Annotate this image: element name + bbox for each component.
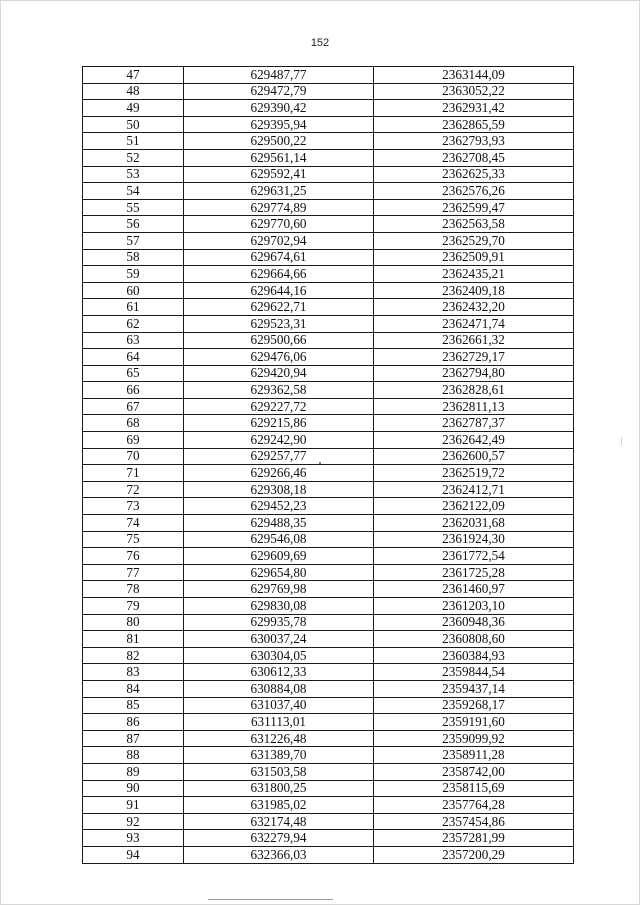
table-row	[83, 149, 574, 166]
table-row	[83, 199, 574, 216]
table-row	[83, 515, 574, 532]
y-coordinate-cell: 2362412,71	[374, 481, 574, 498]
table-row	[83, 797, 574, 814]
x-coordinate-cell: 629609,69	[184, 548, 374, 565]
table-row	[83, 564, 574, 581]
point-number-cell: 83	[83, 664, 184, 681]
table-row	[83, 83, 574, 100]
y-coordinate-cell: 2362865,59	[374, 116, 574, 133]
point-number-cell: 67	[83, 398, 184, 415]
table-row	[83, 531, 574, 548]
y-coordinate-cell: 2362519,72	[374, 465, 574, 482]
point-number-cell: 76	[83, 548, 184, 565]
y-coordinate-cell: 2362729,17	[374, 349, 574, 366]
x-coordinate-cell: 629830,08	[184, 598, 374, 615]
x-coordinate-cell: 631226,48	[184, 730, 374, 747]
x-coordinate-cell: 629390,42	[184, 100, 374, 117]
y-coordinate-cell: 2358911,28	[374, 747, 574, 764]
table-row	[83, 548, 574, 565]
point-number-cell: 93	[83, 830, 184, 847]
coordinates-table-body	[83, 67, 574, 864]
y-coordinate-cell: 2363052,22	[374, 83, 574, 100]
y-coordinate-cell: 2360384,93	[374, 647, 574, 664]
point-number-cell: 48	[83, 83, 184, 100]
x-coordinate-cell: 631037,40	[184, 697, 374, 714]
point-number-cell: 66	[83, 382, 184, 399]
table-row	[83, 581, 574, 598]
table-row	[83, 166, 574, 183]
table-row	[83, 780, 574, 797]
y-coordinate-cell: 2361772,54	[374, 548, 574, 565]
table-row	[83, 697, 574, 714]
point-number-cell: 80	[83, 614, 184, 631]
x-coordinate-cell: 629257,77	[184, 448, 374, 465]
y-coordinate-cell: 2359191,60	[374, 714, 574, 731]
point-number-cell: 53	[83, 166, 184, 183]
point-number-cell: 64	[83, 349, 184, 366]
x-coordinate-cell: 629242,90	[184, 432, 374, 449]
point-number-cell: 74	[83, 515, 184, 532]
point-number-cell: 60	[83, 282, 184, 299]
table-row	[83, 249, 574, 266]
y-coordinate-cell: 2363144,09	[374, 67, 574, 84]
page-number: 152	[310, 37, 330, 49]
y-coordinate-cell: 2362432,20	[374, 299, 574, 316]
table-row	[83, 365, 574, 382]
point-number-cell: 71	[83, 465, 184, 482]
x-coordinate-cell: 630884,08	[184, 680, 374, 697]
y-coordinate-cell: 2359268,17	[374, 697, 574, 714]
x-coordinate-cell: 631113,01	[184, 714, 374, 731]
y-coordinate-cell: 2359437,14	[374, 680, 574, 697]
point-number-cell: 89	[83, 763, 184, 780]
y-coordinate-cell: 2359099,92	[374, 730, 574, 747]
point-number-cell: 78	[83, 581, 184, 598]
table-row	[83, 747, 574, 764]
y-coordinate-cell: 2362794,80	[374, 365, 574, 382]
table-row	[83, 465, 574, 482]
point-number-cell: 63	[83, 332, 184, 349]
x-coordinate-cell: 629308,18	[184, 481, 374, 498]
y-coordinate-cell: 2362435,21	[374, 266, 574, 283]
table-row	[83, 714, 574, 731]
x-coordinate-cell: 631985,02	[184, 797, 374, 814]
x-coordinate-cell: 629420,94	[184, 365, 374, 382]
point-number-cell: 75	[83, 531, 184, 548]
point-number-cell: 56	[83, 216, 184, 233]
y-coordinate-cell: 2362529,70	[374, 232, 574, 249]
y-coordinate-cell: 2362471,74	[374, 315, 574, 332]
y-coordinate-cell: 2361924,30	[374, 531, 574, 548]
table-row	[83, 763, 574, 780]
y-coordinate-cell: 2362563,58	[374, 216, 574, 233]
x-coordinate-cell: 629774,89	[184, 199, 374, 216]
coordinates-table	[82, 66, 574, 864]
x-coordinate-cell: 629702,94	[184, 232, 374, 249]
y-coordinate-cell: 2362625,33	[374, 166, 574, 183]
x-coordinate-cell: 629592,41	[184, 166, 374, 183]
point-number-cell: 50	[83, 116, 184, 133]
point-number-cell: 61	[83, 299, 184, 316]
table-row	[83, 614, 574, 631]
x-coordinate-cell: 629395,94	[184, 116, 374, 133]
table-row	[83, 315, 574, 332]
y-coordinate-cell: 2357281,99	[374, 830, 574, 847]
y-coordinate-cell: 2362122,09	[374, 498, 574, 515]
y-coordinate-cell: 2362661,32	[374, 332, 574, 349]
point-number-cell: 58	[83, 249, 184, 266]
y-coordinate-cell: 2361725,28	[374, 564, 574, 581]
table-row	[83, 481, 574, 498]
table-row	[83, 830, 574, 847]
table-row	[83, 598, 574, 615]
point-number-cell: 68	[83, 415, 184, 432]
x-coordinate-cell: 632174,48	[184, 813, 374, 830]
x-coordinate-cell: 631800,25	[184, 780, 374, 797]
table-row	[83, 116, 574, 133]
table-row	[83, 183, 574, 200]
point-number-cell: 59	[83, 266, 184, 283]
table-row	[83, 67, 574, 84]
table-row	[83, 282, 574, 299]
x-coordinate-cell: 629622,71	[184, 299, 374, 316]
x-coordinate-cell: 629769,98	[184, 581, 374, 598]
point-number-cell: 90	[83, 780, 184, 797]
scan-speck	[319, 462, 321, 464]
table-row	[83, 332, 574, 349]
x-coordinate-cell: 630612,33	[184, 664, 374, 681]
x-coordinate-cell: 632366,03	[184, 846, 374, 863]
x-coordinate-cell: 630037,24	[184, 631, 374, 648]
y-coordinate-cell: 2362576,26	[374, 183, 574, 200]
y-coordinate-cell: 2362642,49	[374, 432, 574, 449]
y-coordinate-cell: 2362828,61	[374, 382, 574, 399]
y-coordinate-cell: 2362811,13	[374, 398, 574, 415]
y-coordinate-cell: 2362787,37	[374, 415, 574, 432]
x-coordinate-cell: 629674,61	[184, 249, 374, 266]
x-coordinate-cell: 629215,86	[184, 415, 374, 432]
x-coordinate-cell: 630304,05	[184, 647, 374, 664]
y-coordinate-cell: 2362600,57	[374, 448, 574, 465]
table-row	[83, 216, 574, 233]
table-row	[83, 680, 574, 697]
point-number-cell: 65	[83, 365, 184, 382]
table-row	[83, 266, 574, 283]
table-row	[83, 432, 574, 449]
y-coordinate-cell: 2359844,54	[374, 664, 574, 681]
point-number-cell: 62	[83, 315, 184, 332]
table-row	[83, 664, 574, 681]
x-coordinate-cell: 629452,23	[184, 498, 374, 515]
table-row	[83, 498, 574, 515]
y-coordinate-cell: 2357764,28	[374, 797, 574, 814]
point-number-cell: 85	[83, 697, 184, 714]
y-coordinate-cell: 2360808,60	[374, 631, 574, 648]
x-coordinate-cell: 629546,08	[184, 531, 374, 548]
x-coordinate-cell: 629476,06	[184, 349, 374, 366]
table-row	[83, 382, 574, 399]
point-number-cell: 94	[83, 846, 184, 863]
point-number-cell: 72	[83, 481, 184, 498]
x-coordinate-cell: 629227,72	[184, 398, 374, 415]
x-coordinate-cell: 629664,66	[184, 266, 374, 283]
y-coordinate-cell: 2362031,68	[374, 515, 574, 532]
point-number-cell: 81	[83, 631, 184, 648]
y-coordinate-cell: 2358115,69	[374, 780, 574, 797]
x-coordinate-cell: 629770,60	[184, 216, 374, 233]
footer-rule	[208, 899, 333, 900]
point-number-cell: 87	[83, 730, 184, 747]
scan-edge-mark	[621, 437, 622, 445]
point-number-cell: 86	[83, 714, 184, 731]
table-row	[83, 647, 574, 664]
x-coordinate-cell: 629266,46	[184, 465, 374, 482]
x-coordinate-cell: 629631,25	[184, 183, 374, 200]
point-number-cell: 55	[83, 199, 184, 216]
point-number-cell: 88	[83, 747, 184, 764]
point-number-cell: 49	[83, 100, 184, 117]
point-number-cell: 70	[83, 448, 184, 465]
y-coordinate-cell: 2357454,86	[374, 813, 574, 830]
point-number-cell: 77	[83, 564, 184, 581]
table-row	[83, 448, 574, 465]
y-coordinate-cell: 2361203,10	[374, 598, 574, 615]
y-coordinate-cell: 2357200,29	[374, 846, 574, 863]
table-row	[83, 730, 574, 747]
table-row	[83, 232, 574, 249]
x-coordinate-cell: 629654,80	[184, 564, 374, 581]
x-coordinate-cell: 631503,58	[184, 763, 374, 780]
y-coordinate-cell: 2362409,18	[374, 282, 574, 299]
table-row	[83, 813, 574, 830]
point-number-cell: 82	[83, 647, 184, 664]
x-coordinate-cell: 631389,70	[184, 747, 374, 764]
point-number-cell: 73	[83, 498, 184, 515]
point-number-cell: 54	[83, 183, 184, 200]
point-number-cell: 69	[83, 432, 184, 449]
y-coordinate-cell: 2362708,45	[374, 149, 574, 166]
y-coordinate-cell: 2360948,36	[374, 614, 574, 631]
table-row	[83, 398, 574, 415]
x-coordinate-cell: 629935,78	[184, 614, 374, 631]
table-row	[83, 631, 574, 648]
y-coordinate-cell: 2362793,93	[374, 133, 574, 150]
x-coordinate-cell: 629362,58	[184, 382, 374, 399]
point-number-cell: 84	[83, 680, 184, 697]
table-row	[83, 299, 574, 316]
x-coordinate-cell: 629487,77	[184, 67, 374, 84]
point-number-cell: 91	[83, 797, 184, 814]
table-row	[83, 100, 574, 117]
table-row	[83, 415, 574, 432]
y-coordinate-cell: 2361460,97	[374, 581, 574, 598]
x-coordinate-cell: 629500,66	[184, 332, 374, 349]
x-coordinate-cell: 629472,79	[184, 83, 374, 100]
point-number-cell: 57	[83, 232, 184, 249]
x-coordinate-cell: 629488,35	[184, 515, 374, 532]
x-coordinate-cell: 629523,31	[184, 315, 374, 332]
y-coordinate-cell: 2358742,00	[374, 763, 574, 780]
table-row	[83, 846, 574, 863]
y-coordinate-cell: 2362931,42	[374, 100, 574, 117]
x-coordinate-cell: 629644,16	[184, 282, 374, 299]
table-row	[83, 349, 574, 366]
y-coordinate-cell: 2362509,91	[374, 249, 574, 266]
x-coordinate-cell: 629500,22	[184, 133, 374, 150]
point-number-cell: 47	[83, 67, 184, 84]
table-row	[83, 133, 574, 150]
x-coordinate-cell: 632279,94	[184, 830, 374, 847]
x-coordinate-cell: 629561,14	[184, 149, 374, 166]
point-number-cell: 92	[83, 813, 184, 830]
point-number-cell: 52	[83, 149, 184, 166]
point-number-cell: 79	[83, 598, 184, 615]
y-coordinate-cell: 2362599,47	[374, 199, 574, 216]
point-number-cell: 51	[83, 133, 184, 150]
